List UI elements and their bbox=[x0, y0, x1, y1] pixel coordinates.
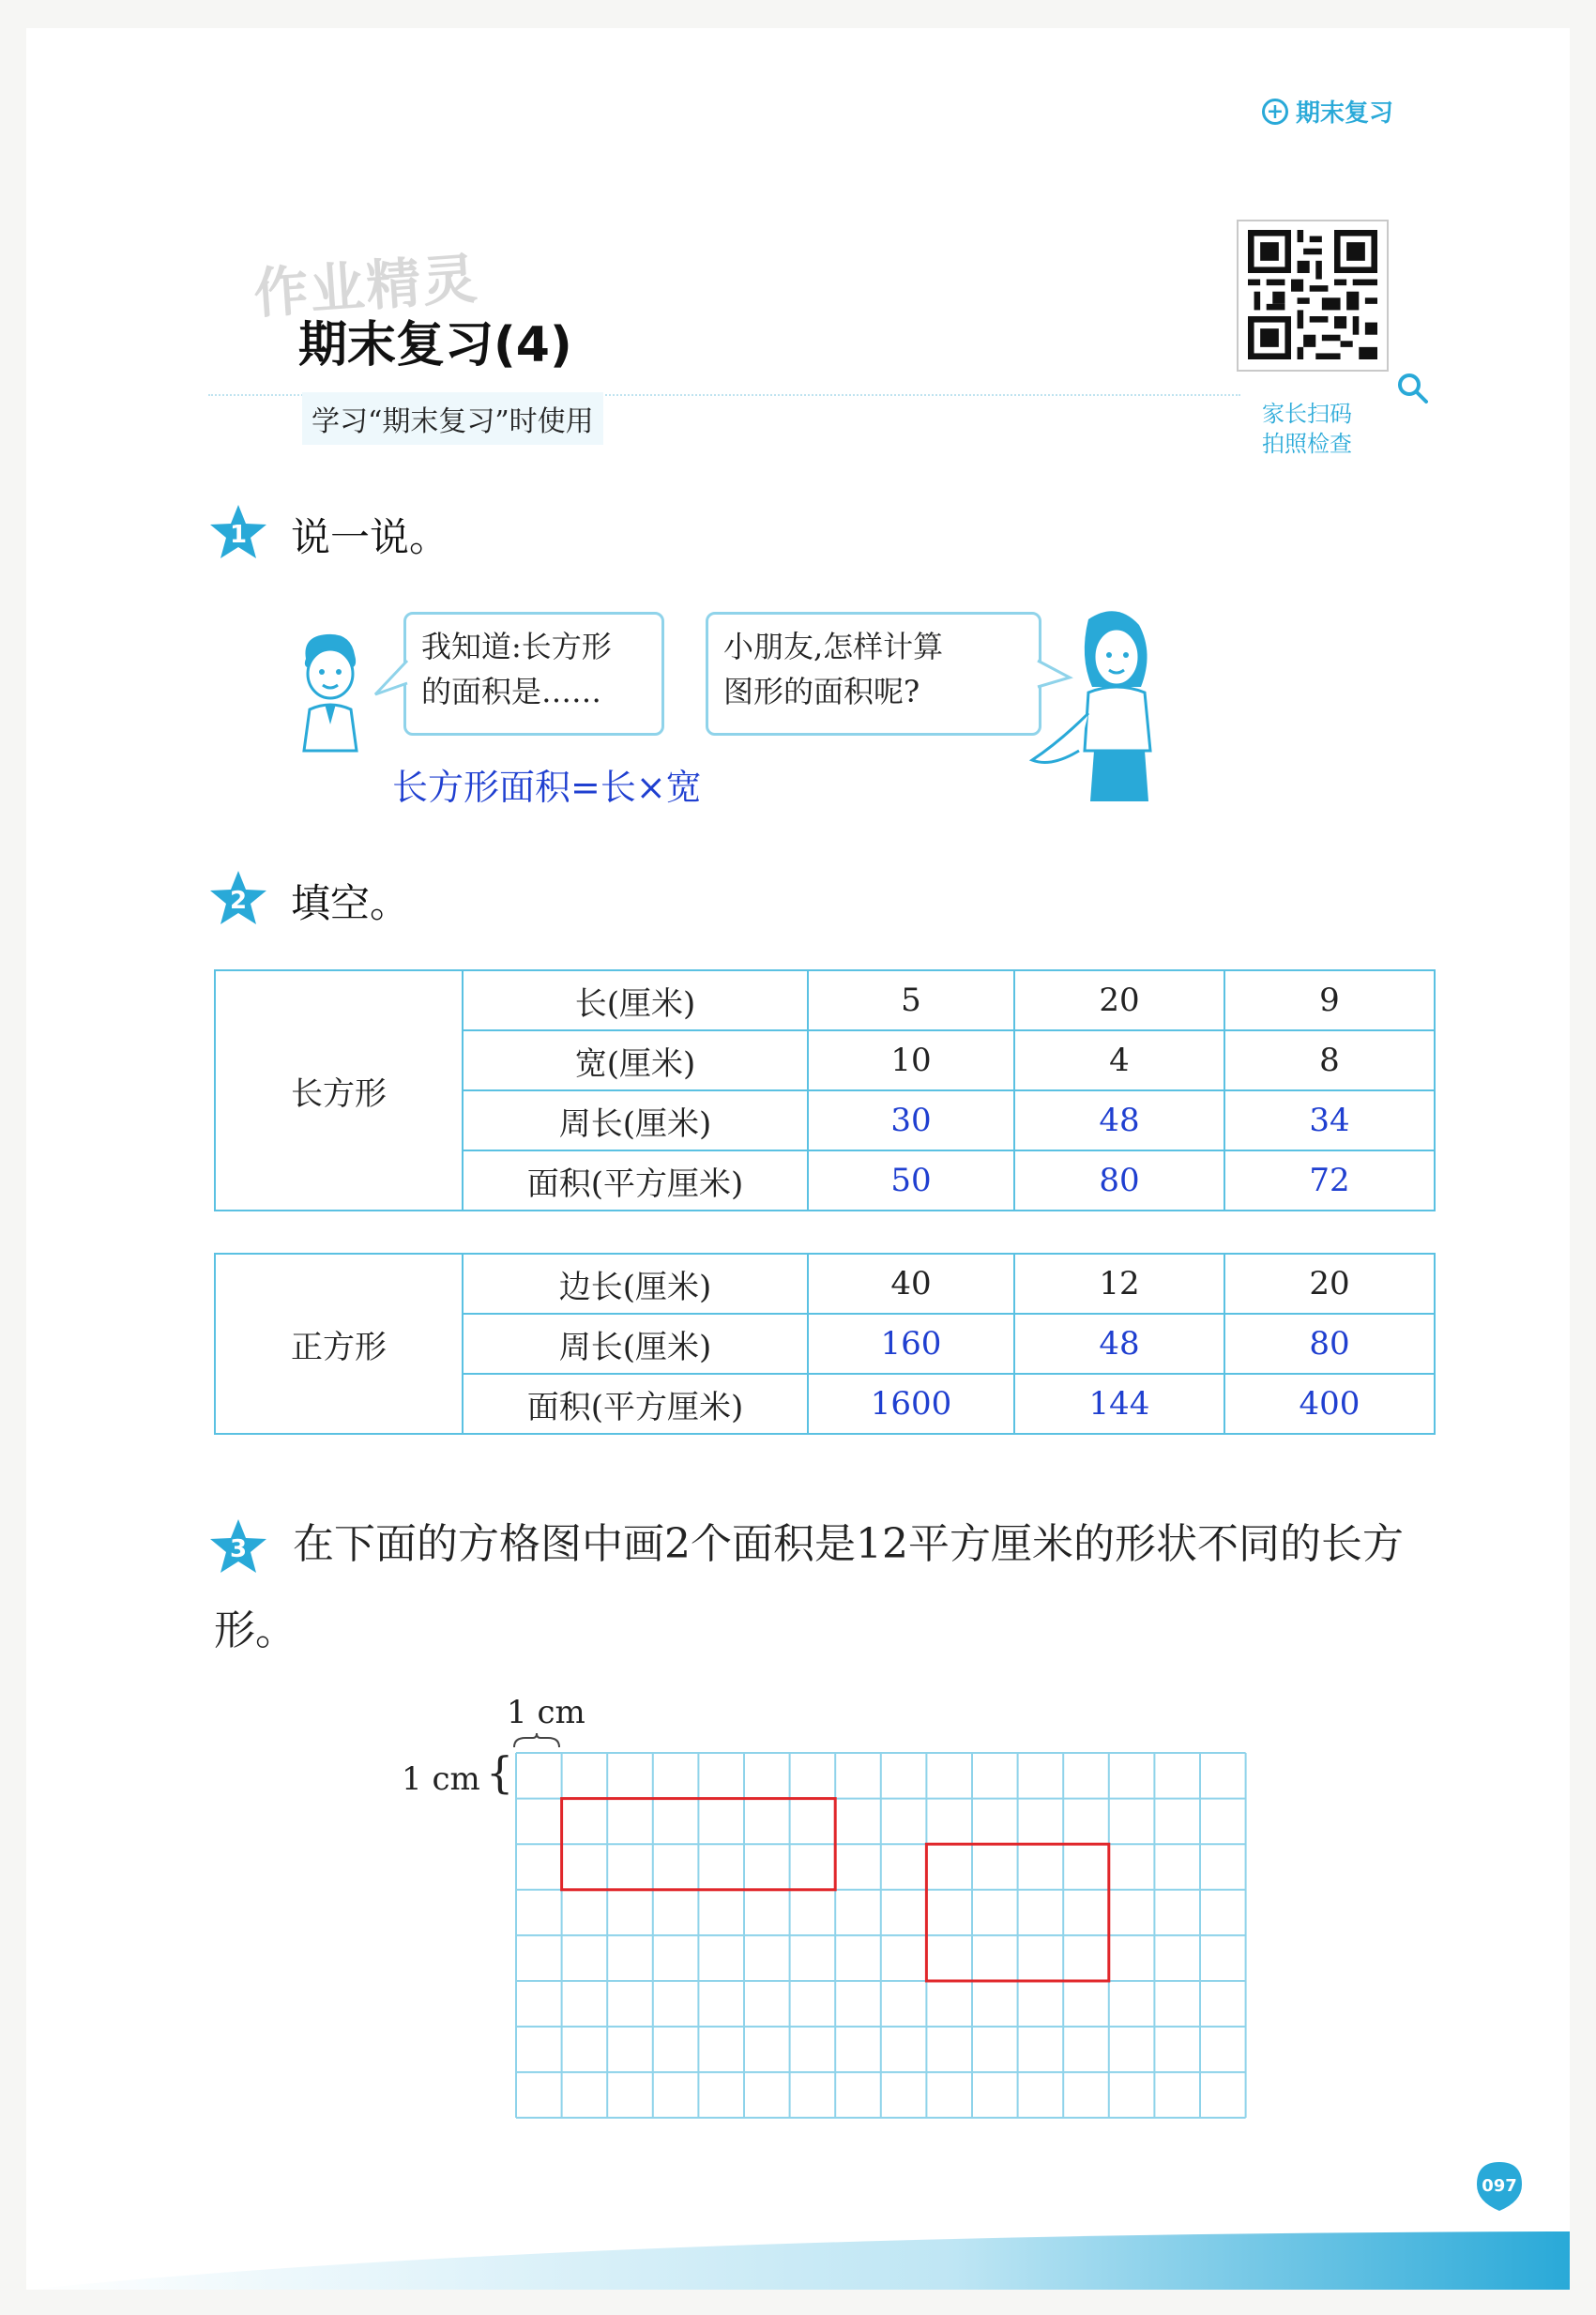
boy-speech-bubble bbox=[403, 612, 664, 736]
qr-caption-line2: 拍照检查 bbox=[1262, 431, 1352, 457]
page-title: 期末复习(4) bbox=[298, 317, 572, 373]
answer-cell: 400 bbox=[1224, 1374, 1435, 1434]
row-label: 周长(厘米) bbox=[463, 1090, 808, 1150]
row-label: 边长(厘米) bbox=[463, 1254, 808, 1314]
answer-cell: 72 bbox=[1224, 1150, 1435, 1211]
value-cell: 5 bbox=[808, 970, 1014, 1030]
answer-cell: 34 bbox=[1224, 1090, 1435, 1150]
teacher-speech-bubble bbox=[706, 612, 1041, 736]
plus-icon: + bbox=[1262, 99, 1288, 125]
unit-label-top: 1 cm bbox=[507, 1694, 585, 1731]
answer-cell: 80 bbox=[1014, 1150, 1224, 1211]
value-cell: 8 bbox=[1224, 1030, 1435, 1090]
teacher-speech-line1: 小朋友,怎样计算 bbox=[723, 629, 944, 664]
question-star-icon bbox=[208, 868, 268, 928]
answer-cell: 144 bbox=[1014, 1374, 1224, 1434]
footer-wave bbox=[26, 2224, 1570, 2290]
square-table bbox=[214, 1253, 1436, 1435]
answer-cell: 160 bbox=[808, 1314, 1014, 1374]
page-number-badge bbox=[1473, 2160, 1526, 2213]
q3-instruction: 在下面的方格图中画2个面积是12平方厘米的形状不同的长方形。 bbox=[214, 1520, 1404, 1654]
question-star-icon bbox=[208, 502, 268, 562]
section-tag bbox=[1262, 94, 1393, 129]
answer-cell: 48 bbox=[1014, 1314, 1224, 1374]
value-cell: 20 bbox=[1014, 970, 1224, 1030]
shape-cell: 正方形 bbox=[215, 1254, 463, 1434]
value-cell: 10 bbox=[808, 1030, 1014, 1090]
row-label: 周长(厘米) bbox=[463, 1314, 808, 1374]
q2-title: 填空。 bbox=[291, 880, 410, 926]
brace-top-icon bbox=[512, 1732, 561, 1749]
watermark: 作业精灵 bbox=[251, 246, 481, 327]
row-label: 面积(平方厘米) bbox=[463, 1150, 808, 1211]
teacher-illustration bbox=[1023, 601, 1173, 807]
q1-answer: 长方形面积=长×宽 bbox=[392, 767, 702, 808]
q1-number: 1 bbox=[229, 521, 248, 549]
page-subtitle: 学习“期末复习”时使用 bbox=[302, 392, 603, 445]
answer-cell: 1600 bbox=[808, 1374, 1014, 1434]
boy-illustration bbox=[293, 631, 368, 753]
row-label: 宽(厘米) bbox=[463, 1030, 808, 1090]
qr-code-icon[interactable] bbox=[1248, 230, 1377, 359]
answer-cell: 30 bbox=[808, 1090, 1014, 1150]
page-number: 097 bbox=[1482, 2176, 1517, 2196]
square-grid[interactable] bbox=[514, 1751, 1255, 2123]
boy-speech-line2: 的面积是…… bbox=[421, 674, 602, 709]
value-cell: 9 bbox=[1224, 970, 1435, 1030]
answer-cell: 48 bbox=[1014, 1090, 1224, 1150]
boy-speech-line1: 我知道:长方形 bbox=[421, 629, 612, 664]
section-tag-label: 期末复习 bbox=[1296, 99, 1394, 128]
q2-number: 2 bbox=[229, 887, 248, 915]
row-label: 长(厘米) bbox=[463, 970, 808, 1030]
value-cell: 12 bbox=[1014, 1254, 1224, 1314]
teacher-speech-line2: 图形的面积呢? bbox=[723, 674, 920, 709]
shape-cell: 长方形 bbox=[215, 970, 463, 1211]
table-row bbox=[215, 1254, 1435, 1314]
answer-cell: 80 bbox=[1224, 1314, 1435, 1374]
q1-title: 说一说。 bbox=[291, 514, 449, 560]
qr-caption bbox=[1262, 399, 1352, 459]
unit-label-left: 1 cm bbox=[402, 1760, 480, 1798]
bubble-tail bbox=[372, 657, 409, 704]
row-label: 面积(平方厘米) bbox=[463, 1374, 808, 1434]
table-row bbox=[215, 970, 1435, 1030]
q3-text bbox=[214, 1501, 1462, 1674]
value-cell: 4 bbox=[1014, 1030, 1224, 1090]
qr-caption-line1: 家长扫码 bbox=[1262, 401, 1352, 427]
magnifier-icon bbox=[1396, 372, 1430, 405]
q3-number: 3 bbox=[229, 1535, 248, 1563]
value-cell: 40 bbox=[808, 1254, 1014, 1314]
brace-left-icon: { bbox=[486, 1747, 514, 1798]
answer-cell: 50 bbox=[808, 1150, 1014, 1211]
rectangle-table bbox=[214, 969, 1436, 1211]
value-cell: 20 bbox=[1224, 1254, 1435, 1314]
